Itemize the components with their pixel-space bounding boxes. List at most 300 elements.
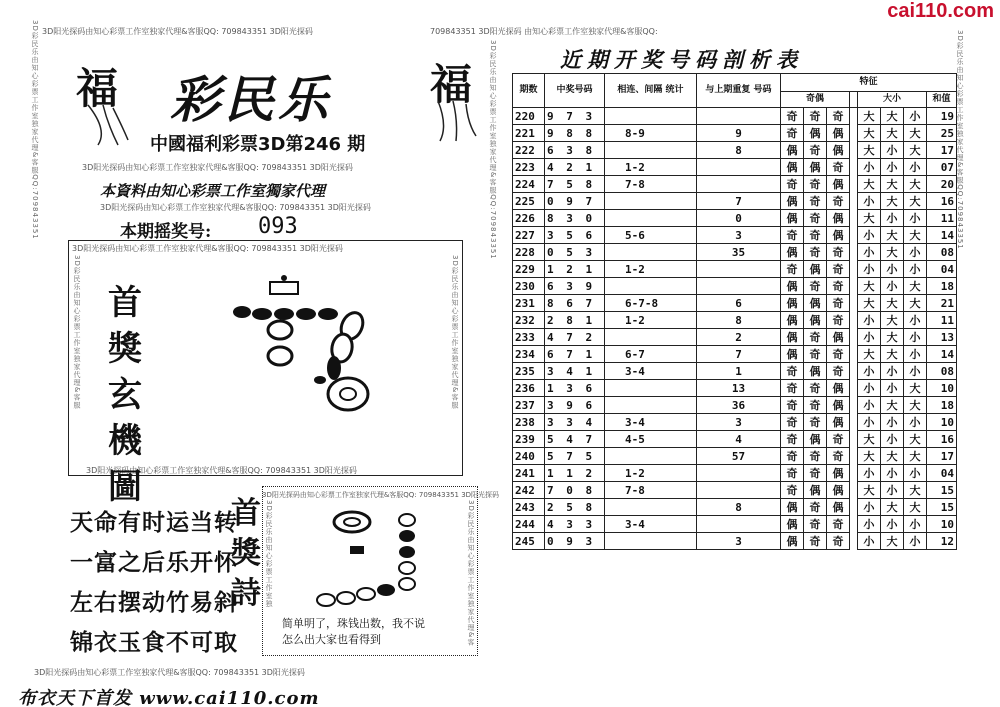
odd-even-cell: 奇 [827, 448, 850, 465]
lantern-tassel-left-icon [78, 100, 138, 150]
odd-even-cell: 奇 [781, 363, 804, 380]
odd-even-cell: 偶 [827, 499, 850, 516]
repeat-cell: 36 [697, 397, 781, 414]
repeat-cell: 4 [697, 431, 781, 448]
odd-even-cell: 奇 [827, 244, 850, 261]
table-row [513, 193, 957, 210]
puzzle-box-watermark-bottom: 3D阳光探码由知心彩票工作室独家代理&客服QQ: 709843351 3D阳光探码 [86, 466, 357, 475]
table-row [513, 125, 957, 142]
odd-even-cell: 偶 [781, 244, 804, 261]
big-small-cell: 小 [858, 397, 881, 414]
connected-cell: 3-4 [605, 516, 697, 533]
number-cell: 7 0 8 [545, 482, 605, 499]
odd-even-cell: 偶 [804, 261, 827, 278]
table-row [513, 363, 957, 380]
col-separator [850, 176, 858, 193]
connected-cell: 1-2 [605, 261, 697, 278]
big-small-cell: 大 [904, 380, 927, 397]
sum-cell: 11 [927, 312, 957, 329]
period-cell: 242 [513, 482, 545, 499]
middle-side-watermark: 3D彩民乐由知心彩票工作室独家代理&客服QQ:709843351 [489, 40, 497, 260]
poem-line-1: 天命有时运当转 [70, 510, 238, 536]
odd-even-cell: 奇 [804, 244, 827, 261]
connected-cell [605, 499, 697, 516]
odd-even-cell: 偶 [827, 465, 850, 482]
odd-even-cell: 偶 [781, 210, 804, 227]
odd-even-cell: 偶 [781, 193, 804, 210]
big-small-cell: 小 [881, 142, 904, 159]
connected-cell: 5-6 [605, 227, 697, 244]
col-header-odd-even: 奇偶 [781, 92, 850, 108]
puzzle-title-char: 首 [108, 283, 142, 323]
odd-even-cell: 偶 [827, 482, 850, 499]
period-cell: 243 [513, 499, 545, 516]
odd-even-cell: 偶 [804, 363, 827, 380]
odd-even-cell: 奇 [827, 295, 850, 312]
col-header-connected: 相连、间隔 统计 [605, 74, 697, 108]
big-small-cell: 小 [904, 159, 927, 176]
table-row [513, 210, 957, 227]
table-row [513, 329, 957, 346]
puzzle-title-char: 機 [108, 421, 142, 461]
big-small-cell: 大 [858, 142, 881, 159]
col-header-period: 期数 [513, 74, 545, 108]
period-cell: 232 [513, 312, 545, 329]
puzzle-box-watermark-right: 3D彩民乐由知心彩票工作室独家代理&客服 [451, 255, 459, 410]
big-small-cell: 大 [858, 346, 881, 363]
table-row [513, 482, 957, 499]
watermark-row-1: 3D阳光探码由知心彩票工作室独家代理&客服QQ: 709843351 3D阳光探码 [82, 163, 353, 172]
odd-even-cell: 奇 [804, 448, 827, 465]
odd-even-cell: 奇 [804, 499, 827, 516]
poem-coin-drawing [312, 506, 442, 616]
table-row [513, 159, 957, 176]
col-header-features: 特征 [781, 74, 957, 92]
big-small-cell: 大 [881, 533, 904, 550]
connected-cell [605, 533, 697, 550]
number-cell: 6 3 8 [545, 142, 605, 159]
odd-even-cell: 偶 [781, 329, 804, 346]
col-separator [850, 499, 858, 516]
table-row [513, 312, 957, 329]
col-separator [850, 125, 858, 142]
poem-line-4: 锦衣玉食不可取 [70, 630, 238, 656]
big-small-cell: 小 [881, 210, 904, 227]
big-small-cell: 大 [904, 278, 927, 295]
col-separator [850, 414, 858, 431]
big-small-cell: 小 [858, 499, 881, 516]
big-small-cell: 大 [858, 448, 881, 465]
repeat-cell: 9 [697, 125, 781, 142]
table-row [513, 499, 957, 516]
connected-cell [605, 210, 697, 227]
fu-char-right: 福 [430, 60, 473, 109]
repeat-cell: 57 [697, 448, 781, 465]
poem-line-2: 一富之后乐开怀 [70, 550, 238, 576]
big-small-cell: 大 [858, 210, 881, 227]
repeat-cell [697, 261, 781, 278]
repeat-cell: 6 [697, 295, 781, 312]
repeat-cell: 2 [697, 329, 781, 346]
period-cell: 225 [513, 193, 545, 210]
odd-even-cell: 奇 [781, 397, 804, 414]
big-small-cell: 小 [881, 431, 904, 448]
lantern-tassel-right-icon [428, 96, 488, 146]
big-small-cell: 大 [881, 448, 904, 465]
sum-cell: 04 [927, 465, 957, 482]
repeat-cell [697, 516, 781, 533]
table-row [513, 431, 957, 448]
sum-cell: 08 [927, 363, 957, 380]
poem-box-watermark-left: 3D彩民乐由知心彩票工作室独 [265, 500, 273, 608]
sum-cell: 10 [927, 380, 957, 397]
col-separator [850, 482, 858, 499]
number-cell: 2 8 1 [545, 312, 605, 329]
table-row [513, 448, 957, 465]
sum-cell: 16 [927, 193, 957, 210]
connected-cell [605, 380, 697, 397]
period-cell: 245 [513, 533, 545, 550]
number-cell: 3 5 6 [545, 227, 605, 244]
table-row [513, 346, 957, 363]
period-cell: 237 [513, 397, 545, 414]
odd-even-cell: 奇 [804, 533, 827, 550]
big-small-cell: 小 [881, 465, 904, 482]
connected-cell [605, 329, 697, 346]
number-cell: 3 3 4 [545, 414, 605, 431]
repeat-cell [697, 108, 781, 125]
number-cell: 2 5 8 [545, 499, 605, 516]
big-small-cell: 小 [858, 533, 881, 550]
footer-credit[interactable]: 布衣天下首发 www.cai110.com [18, 688, 320, 707]
big-small-cell: 小 [881, 380, 904, 397]
connected-cell [605, 448, 697, 465]
big-small-cell: 小 [858, 516, 881, 533]
repeat-cell: 13 [697, 380, 781, 397]
sum-cell: 19 [927, 108, 957, 125]
odd-even-cell: 奇 [804, 380, 827, 397]
period-cell: 222 [513, 142, 545, 159]
big-small-cell: 小 [858, 465, 881, 482]
odd-even-cell: 奇 [827, 346, 850, 363]
odd-even-cell: 偶 [827, 210, 850, 227]
issue-line: 中國福利彩票3D第246 期 [150, 134, 366, 155]
col-header-big-small: 大小 [858, 92, 927, 108]
big-small-cell: 小 [881, 159, 904, 176]
odd-even-cell: 奇 [804, 278, 827, 295]
odd-even-cell: 偶 [827, 176, 850, 193]
number-cell: 0 9 3 [545, 533, 605, 550]
odd-even-cell: 偶 [827, 414, 850, 431]
big-small-cell: 小 [858, 414, 881, 431]
analysis-table [512, 73, 957, 550]
big-small-cell: 大 [881, 499, 904, 516]
big-small-cell: 小 [858, 329, 881, 346]
repeat-cell [697, 465, 781, 482]
period-cell: 244 [513, 516, 545, 533]
col-separator [850, 363, 858, 380]
odd-even-cell: 偶 [781, 295, 804, 312]
col-separator [850, 516, 858, 533]
sum-cell: 10 [927, 516, 957, 533]
number-cell: 1 2 1 [545, 261, 605, 278]
sum-cell: 14 [927, 227, 957, 244]
col-separator [850, 278, 858, 295]
period-cell: 224 [513, 176, 545, 193]
number-cell: 9 7 3 [545, 108, 605, 125]
number-cell: 4 3 3 [545, 516, 605, 533]
big-small-cell: 大 [904, 142, 927, 159]
col-separator [850, 108, 858, 125]
connected-cell: 6-7-8 [605, 295, 697, 312]
odd-even-cell: 奇 [804, 142, 827, 159]
connected-cell: 1-2 [605, 312, 697, 329]
brand-title: 彩民乐 [170, 70, 332, 129]
odd-even-cell: 奇 [827, 261, 850, 278]
big-small-cell: 小 [904, 329, 927, 346]
sum-cell: 17 [927, 142, 957, 159]
connected-cell: 7-8 [605, 482, 697, 499]
number-cell: 5 7 5 [545, 448, 605, 465]
repeat-cell: 35 [697, 244, 781, 261]
odd-even-cell: 偶 [781, 159, 804, 176]
connected-cell: 8-9 [605, 125, 697, 142]
table-row [513, 465, 957, 482]
big-small-cell: 大 [881, 346, 904, 363]
puzzle-box-watermark-left: 3D彩民乐由知心彩票工作室独家代理&客服 [73, 255, 81, 410]
big-small-cell: 小 [904, 533, 927, 550]
odd-even-cell: 偶 [804, 295, 827, 312]
connected-cell [605, 142, 697, 159]
big-small-cell: 大 [858, 482, 881, 499]
big-small-cell: 大 [904, 125, 927, 142]
odd-even-cell: 偶 [804, 125, 827, 142]
odd-even-cell: 奇 [827, 431, 850, 448]
col-separator [850, 227, 858, 244]
big-small-cell: 大 [858, 108, 881, 125]
puzzle-title-char: 圖 [108, 467, 142, 507]
odd-even-cell: 偶 [781, 346, 804, 363]
odd-even-cell: 奇 [827, 159, 850, 176]
connected-cell: 3-4 [605, 363, 697, 380]
connected-cell [605, 278, 697, 295]
site-logo[interactable]: cai110.com [881, 0, 1000, 23]
odd-even-cell: 偶 [827, 125, 850, 142]
big-small-cell: 小 [904, 414, 927, 431]
big-small-cell: 小 [858, 244, 881, 261]
odd-even-cell: 奇 [781, 108, 804, 125]
repeat-cell [697, 278, 781, 295]
table-row [513, 176, 957, 193]
period-cell: 230 [513, 278, 545, 295]
big-small-cell: 小 [904, 210, 927, 227]
big-small-cell: 大 [881, 397, 904, 414]
col-separator [850, 92, 858, 108]
big-small-cell: 小 [904, 346, 927, 363]
odd-even-cell: 奇 [804, 346, 827, 363]
odd-even-cell: 偶 [781, 499, 804, 516]
odd-even-cell: 奇 [781, 414, 804, 431]
poem-box-watermark-top: 3D阳光探码由知心彩票工作室独家代理&客服QQ: 709843351 3D阳光探码 [262, 491, 500, 499]
table-body [513, 108, 957, 550]
table-row [513, 397, 957, 414]
odd-even-cell: 奇 [827, 108, 850, 125]
big-small-cell: 大 [881, 193, 904, 210]
number-cell: 3 9 6 [545, 397, 605, 414]
odd-even-cell: 奇 [804, 210, 827, 227]
sum-cell: 11 [927, 210, 957, 227]
repeat-cell: 3 [697, 533, 781, 550]
odd-even-cell: 奇 [827, 363, 850, 380]
period-cell: 238 [513, 414, 545, 431]
big-small-cell: 小 [904, 363, 927, 380]
big-small-cell: 大 [858, 295, 881, 312]
big-small-cell: 大 [881, 329, 904, 346]
big-small-cell: 小 [858, 159, 881, 176]
table-row [513, 108, 957, 125]
fu-char-left: 福 [76, 64, 119, 113]
col-separator [850, 142, 858, 159]
col-separator [850, 380, 858, 397]
sum-cell: 25 [927, 125, 957, 142]
sum-cell: 08 [927, 244, 957, 261]
period-cell: 234 [513, 346, 545, 363]
period-cell: 221 [513, 125, 545, 142]
big-small-cell: 小 [858, 193, 881, 210]
sum-cell: 07 [927, 159, 957, 176]
period-cell: 241 [513, 465, 545, 482]
table-row [513, 227, 957, 244]
big-small-cell: 小 [881, 261, 904, 278]
odd-even-cell: 奇 [804, 414, 827, 431]
sum-cell: 10 [927, 414, 957, 431]
odd-even-cell: 奇 [781, 448, 804, 465]
period-cell: 236 [513, 380, 545, 397]
big-small-cell: 小 [881, 278, 904, 295]
big-small-cell: 小 [904, 244, 927, 261]
big-small-cell: 小 [881, 414, 904, 431]
col-separator [850, 295, 858, 312]
sum-cell: 13 [927, 329, 957, 346]
number-cell: 4 7 2 [545, 329, 605, 346]
connected-cell [605, 193, 697, 210]
period-cell: 239 [513, 431, 545, 448]
period-cell: 228 [513, 244, 545, 261]
odd-even-cell: 奇 [804, 397, 827, 414]
draw-number: 093 [258, 214, 298, 239]
col-separator [850, 346, 858, 363]
sum-cell: 16 [927, 431, 957, 448]
big-small-cell: 小 [858, 312, 881, 329]
big-small-cell: 大 [858, 176, 881, 193]
big-small-cell: 小 [881, 516, 904, 533]
odd-even-cell: 奇 [781, 465, 804, 482]
big-small-cell: 大 [881, 244, 904, 261]
period-cell: 235 [513, 363, 545, 380]
number-cell: 8 6 7 [545, 295, 605, 312]
sum-cell: 14 [927, 346, 957, 363]
col-header-repeat: 与上期重复 号码 [697, 74, 781, 108]
col-separator [850, 312, 858, 329]
watermark-row-2: 3D阳光探码由知心彩票工作室独家代理&客服QQ: 709843351 3D阳光探码 [100, 203, 371, 212]
sum-cell: 04 [927, 261, 957, 278]
big-small-cell: 大 [881, 176, 904, 193]
puzzle-coin-drawing [230, 268, 420, 438]
repeat-cell: 7 [697, 193, 781, 210]
odd-even-cell: 偶 [827, 380, 850, 397]
sum-cell: 12 [927, 533, 957, 550]
big-small-cell: 大 [904, 193, 927, 210]
col-header-number: 中奖号码 [545, 74, 605, 108]
big-small-cell: 大 [904, 295, 927, 312]
period-cell: 231 [513, 295, 545, 312]
repeat-cell: 8 [697, 312, 781, 329]
big-small-cell: 小 [858, 363, 881, 380]
repeat-cell [697, 176, 781, 193]
odd-even-cell: 偶 [827, 142, 850, 159]
big-small-cell: 大 [858, 125, 881, 142]
big-small-cell: 小 [858, 380, 881, 397]
odd-even-cell: 偶 [804, 159, 827, 176]
big-small-cell: 大 [881, 108, 904, 125]
number-cell: 7 5 8 [545, 176, 605, 193]
col-separator [850, 448, 858, 465]
repeat-cell: 0 [697, 210, 781, 227]
repeat-cell [697, 159, 781, 176]
col-separator [850, 261, 858, 278]
odd-even-cell: 奇 [804, 329, 827, 346]
period-cell: 220 [513, 108, 545, 125]
table-row [513, 414, 957, 431]
col-separator [850, 244, 858, 261]
odd-even-cell: 奇 [827, 533, 850, 550]
top-watermark-right: 709843351 3D阳光探码 由知心彩票工作室独家代理&客服QQ: [430, 27, 658, 36]
period-cell: 226 [513, 210, 545, 227]
connected-cell [605, 244, 697, 261]
repeat-cell: 3 [697, 414, 781, 431]
odd-even-cell: 奇 [827, 516, 850, 533]
odd-even-cell: 偶 [827, 227, 850, 244]
big-small-cell: 小 [904, 516, 927, 533]
sum-cell: 20 [927, 176, 957, 193]
bottom-watermark: 3D阳光探码由知心彩票工作室独家代理&客服QQ: 709843351 3D阳光探码 [34, 668, 305, 677]
odd-even-cell: 奇 [781, 261, 804, 278]
big-small-cell: 大 [881, 125, 904, 142]
table-row [513, 261, 957, 278]
big-small-cell: 大 [904, 227, 927, 244]
repeat-cell: 3 [697, 227, 781, 244]
odd-even-cell: 奇 [781, 482, 804, 499]
odd-even-cell: 偶 [804, 312, 827, 329]
col-separator [850, 329, 858, 346]
big-small-cell: 大 [881, 227, 904, 244]
poem-box-watermark-right: 3D彩民乐由知心彩票工作室独家代理&客 [467, 500, 475, 647]
number-cell: 6 3 9 [545, 278, 605, 295]
col-separator [850, 465, 858, 482]
odd-even-cell: 奇 [781, 176, 804, 193]
period-cell: 227 [513, 227, 545, 244]
puzzle-title-char: 玄 [108, 375, 142, 415]
col-separator [850, 159, 858, 176]
sum-cell: 21 [927, 295, 957, 312]
col-separator [850, 397, 858, 414]
odd-even-cell: 偶 [827, 397, 850, 414]
number-cell: 0 5 3 [545, 244, 605, 261]
big-small-cell: 大 [904, 176, 927, 193]
odd-even-cell: 奇 [827, 278, 850, 295]
odd-even-cell: 奇 [804, 176, 827, 193]
number-cell: 3 4 1 [545, 363, 605, 380]
